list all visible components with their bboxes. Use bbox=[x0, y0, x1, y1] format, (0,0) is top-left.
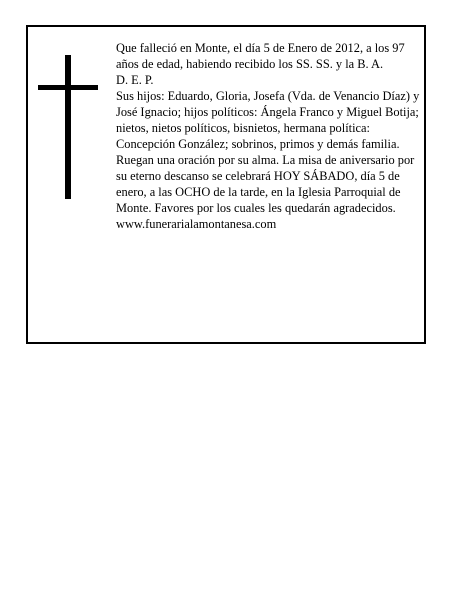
obituary-notice bbox=[26, 25, 426, 344]
cross-horizontal-bar bbox=[38, 85, 98, 90]
family-list: Sus hijos: Eduardo, Gloria, Josefa (Vda. de Venancio Díaz) y José Ignacio; hijos políticos: Ángela Franco y Miguel Botija; nietos, nietos políticos, bisnietos, hermana política: Concepción González; sobrinos, primos y demás familia. bbox=[116, 89, 420, 151]
cross-icon bbox=[38, 55, 98, 199]
mass-announcement: Ruegan una oración por su alma. La misa de aniversario por su eterno descanso se celebrará HOY SÁBADO, día 5 de enero, a las OCHO de la tarde, en la Iglesia Parroquial de Monte. Favores por los cuales les quedarán agradecidos. bbox=[116, 153, 415, 215]
notice-text bbox=[116, 40, 422, 232]
funeral-home-website: www.funerarialamontanesa.com bbox=[116, 217, 277, 231]
cross-vertical-bar bbox=[65, 55, 71, 199]
rest-in-peace: D. E. P. bbox=[116, 73, 154, 87]
death-details: Que falleció en Monte, el día 5 de Enero de 2012, a los 97 años de edad, habiendo recibido los SS. SS. y la B. A. bbox=[116, 41, 405, 71]
